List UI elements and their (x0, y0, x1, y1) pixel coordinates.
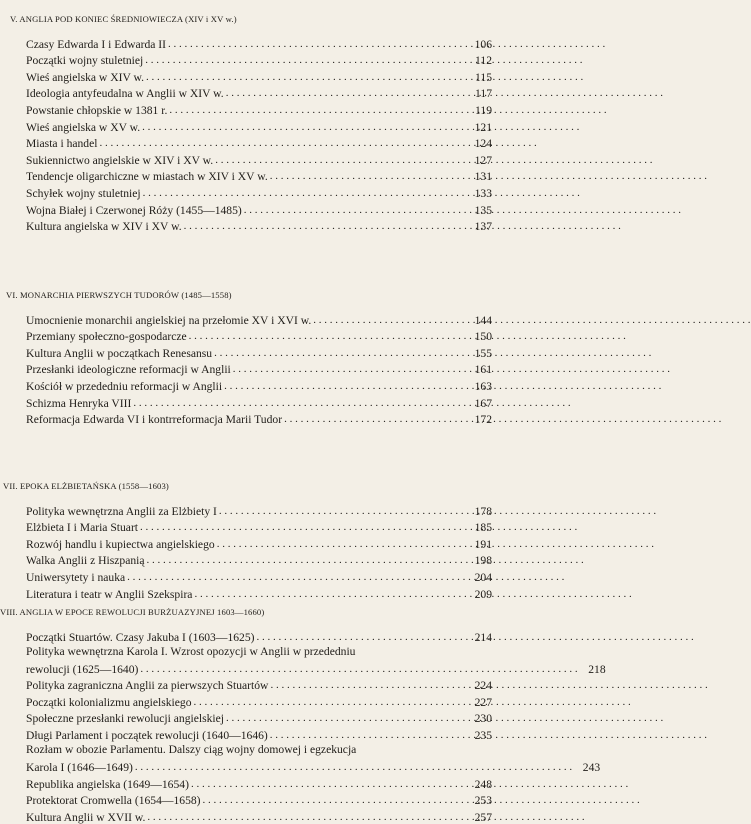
toc-entry (26, 534, 492, 551)
entry-list (26, 627, 606, 824)
entry-title: Literatura i teatr w Anglii Szekspira (26, 587, 193, 601)
toc-entry (26, 67, 492, 84)
entry-title: Ideologia antyfeudalna w Anglii w XIV w. (26, 87, 224, 101)
toc-entry (26, 100, 492, 117)
entry-page-number: 253 (474, 794, 492, 808)
entry-title: Początki wojny stuletniej (26, 54, 144, 68)
entry-title: Kościół w przededniu reformacji w Anglii (26, 379, 223, 393)
entry-title: Rozłam w obozie Parlamentu. Dalszy ciąg wojny domowej i egzekucja (26, 742, 357, 756)
entry-page-number: 257 (474, 810, 492, 824)
toc-entry (26, 376, 492, 393)
entry-page-number: 224 (474, 679, 492, 693)
toc-entry (26, 217, 492, 234)
entry-title: Społeczne przesłanki rewolucji angielskiej (26, 712, 224, 726)
entry-page-number: 127 (474, 153, 492, 167)
entry-page-number: 209 (474, 587, 492, 601)
leader-dots (127, 571, 464, 584)
leader-dots (215, 154, 464, 167)
leader-dots (140, 521, 464, 534)
chapter-title: VIII. ANGLIA W EPOCE REWOLUCJI BURŻUAZYJNEJ 1603—1660) (0, 607, 265, 617)
leader-dots (146, 71, 464, 84)
toc-entry (26, 51, 492, 68)
entry-page-number: 137 (474, 220, 492, 234)
entry-page-number: 135 (474, 203, 492, 217)
entry-title: Wieś angielska w XIV w. (26, 70, 145, 84)
leader-dots (224, 380, 464, 393)
entry-page-number: 119 (475, 103, 492, 117)
leader-dots (147, 811, 464, 824)
entry-page-number: 150 (474, 330, 492, 344)
entry-title: Kultura Anglii w początkach Renesansu (26, 346, 213, 360)
chapter-title: V. ANGLIA POD KONIEC ŚREDNIOWIECZA (XIV i XV w.) (10, 14, 237, 24)
leader-dots (184, 220, 464, 233)
toc-entry (26, 150, 492, 167)
toc-entry (26, 167, 492, 184)
leader-dots (226, 712, 464, 725)
toc-entry (26, 84, 492, 101)
toc-entry (26, 343, 492, 360)
toc-entry (26, 393, 492, 410)
entry-title: Kultura Anglii w XVII w. (26, 810, 146, 824)
toc-entry (26, 200, 492, 217)
entry-page-number: 106 (474, 37, 492, 51)
toc-entry (26, 709, 492, 726)
entry-page-number: 172 (474, 413, 492, 427)
entry-page-number: 163 (474, 379, 492, 393)
entry-page-number: 218 (588, 662, 606, 676)
entry-page-number: 185 (474, 521, 492, 535)
entry-title: Sukiennictwo angielskie w XIV i XV w. (26, 153, 214, 167)
entry-title: Schizma Henryka VIII (26, 396, 132, 410)
entry-title: Długi Parlament i początek rewolucji (1640—1646) (26, 728, 268, 742)
toc-entry (26, 774, 492, 791)
leader-dots (142, 121, 464, 134)
toc-entry (26, 134, 492, 151)
entry-page-number: 115 (475, 70, 492, 84)
entry-page-number: 121 (474, 120, 492, 134)
entry-title: Miasta i handel (26, 137, 98, 151)
entry-page-number: 235 (474, 728, 492, 742)
entry-title-continuation: rewolucji (1625—1640) (26, 662, 139, 676)
leader-dots (270, 729, 464, 742)
leader-dots (217, 538, 464, 551)
entry-page-number: 243 (582, 760, 601, 774)
chapter-title: VII. EPOKA ELŻBIETAŃSKA (1558—1603) (3, 481, 169, 491)
leader-dots (143, 187, 464, 200)
entry-title: Tendencje oligarchiczne w miastach w XIV i XV w. (26, 170, 268, 184)
entry-title: Republika angielska (1649—1654) (26, 777, 189, 791)
entry-title: Schyłek wojny stuletniej (26, 186, 141, 200)
toc-entry (26, 567, 492, 584)
entry-title: Uniwersytety i nauka (26, 570, 126, 584)
chapter-title: VI. MONARCHIA PIERWSZYCH TUDORÓW (1485—1558) (6, 290, 232, 300)
leader-dots (284, 413, 464, 426)
entry-list (26, 34, 492, 233)
toc-entry (26, 627, 492, 644)
leader-dots (257, 631, 464, 644)
toc-entry (26, 807, 492, 824)
entry-title: Wojna Białej i Czerwonej Róży (1455—1485) (26, 203, 242, 217)
toc-entry (26, 183, 492, 200)
toc-entry (26, 34, 492, 51)
leader-dots (145, 54, 464, 67)
toc-entry (26, 518, 492, 535)
leader-dots (203, 794, 464, 807)
leader-dots (189, 330, 464, 343)
leader-dots (133, 397, 464, 410)
entry-list (26, 501, 492, 601)
leader-dots (244, 204, 464, 217)
entry-title: Początki Stuartów. Czasy Jakuba I (1603—1625) (26, 630, 255, 644)
toc-entry (26, 501, 492, 518)
leader-dots (194, 588, 464, 601)
entry-page-number: 161 (474, 363, 492, 377)
entry-page-number: 155 (474, 346, 492, 360)
entry-page-number: 133 (474, 186, 492, 200)
entry-page-number: 178 (474, 504, 492, 518)
entry-title: Polityka wewnętrzna Karola I. Wzrost opozycji w Anglii w przededniu (26, 644, 356, 658)
entry-title: Walka Anglii z Hiszpanią (26, 554, 145, 568)
leader-dots (135, 761, 572, 774)
entry-page-number: 131 (474, 170, 492, 184)
entry-page-number: 204 (474, 570, 492, 584)
entry-page-number: 144 (474, 313, 492, 327)
leader-dots (270, 170, 464, 183)
toc-entry (26, 410, 492, 427)
leader-dots (270, 679, 464, 692)
toc-entry (26, 692, 492, 709)
entry-title: Protektorat Cromwella (1654—1658) (26, 794, 201, 808)
entry-title: Kultura angielska w XIV i XV w. (26, 220, 182, 234)
entry-title: Czasy Edwarda I i Edwarda II (26, 37, 167, 51)
entry-title: Początki kolonializmu angielskiego (26, 695, 192, 709)
leader-dots (191, 778, 464, 791)
entry-title: Rozwój handlu i kupiectwa angielskiego (26, 537, 215, 551)
leader-dots (214, 347, 464, 360)
entry-title: Elżbieta I i Maria Stuart (26, 521, 139, 535)
leader-dots (194, 696, 465, 709)
entry-page-number: 117 (475, 87, 492, 101)
entry-page-number: 198 (474, 554, 492, 568)
entry-page-number: 214 (474, 630, 492, 644)
toc-entry (26, 310, 492, 327)
entry-page-number: 191 (474, 537, 492, 551)
entry-title: Polityka zagraniczna Anglii za pierwszych Stuartów (26, 679, 269, 693)
entry-list (26, 310, 492, 426)
toc-entry (26, 676, 492, 693)
entry-title: Powstanie chłopskie w 1381 r. (26, 103, 168, 117)
toc-entry (26, 742, 601, 774)
toc-entry (26, 360, 492, 377)
entry-title: Przemiany społeczno-gospodarcze (26, 330, 187, 344)
entry-title: Przesłanki ideologiczne reformacji w Anglii (26, 363, 231, 377)
entry-title: Wieś angielska w XV w. (26, 120, 141, 134)
entry-page-number: 112 (475, 54, 492, 68)
entry-page-number: 124 (474, 137, 492, 151)
entry-page-number: 227 (474, 695, 492, 709)
entry-title-continuation: Karola I (1646—1649) (26, 760, 133, 774)
leader-dots (226, 87, 464, 100)
entry-title: Umocnienie monarchii angielskiej na przełomie XV i XVI w. (26, 313, 312, 327)
leader-dots (169, 104, 464, 117)
entry-page-number: 167 (474, 396, 492, 410)
entry-page-number: 248 (474, 777, 492, 791)
entry-title: Polityka wewnętrzna Anglii za Elżbiety I (26, 504, 217, 518)
toc-entry (26, 584, 492, 601)
leader-dots (168, 38, 464, 51)
toc-entry (26, 551, 492, 568)
toc-entry (26, 327, 492, 344)
leader-dots (99, 137, 464, 150)
leader-dots (140, 663, 577, 676)
toc-entry (26, 725, 492, 742)
leader-dots (147, 554, 464, 567)
toc-entry (26, 791, 492, 808)
entry-page-number: 230 (474, 712, 492, 726)
leader-dots (219, 505, 464, 518)
leader-dots (313, 314, 464, 327)
toc-entry (26, 644, 606, 676)
entry-title: Reformacja Edwarda VI i kontrreformacja Marii Tudor (26, 413, 283, 427)
toc-entry (26, 117, 492, 134)
leader-dots (233, 363, 464, 376)
